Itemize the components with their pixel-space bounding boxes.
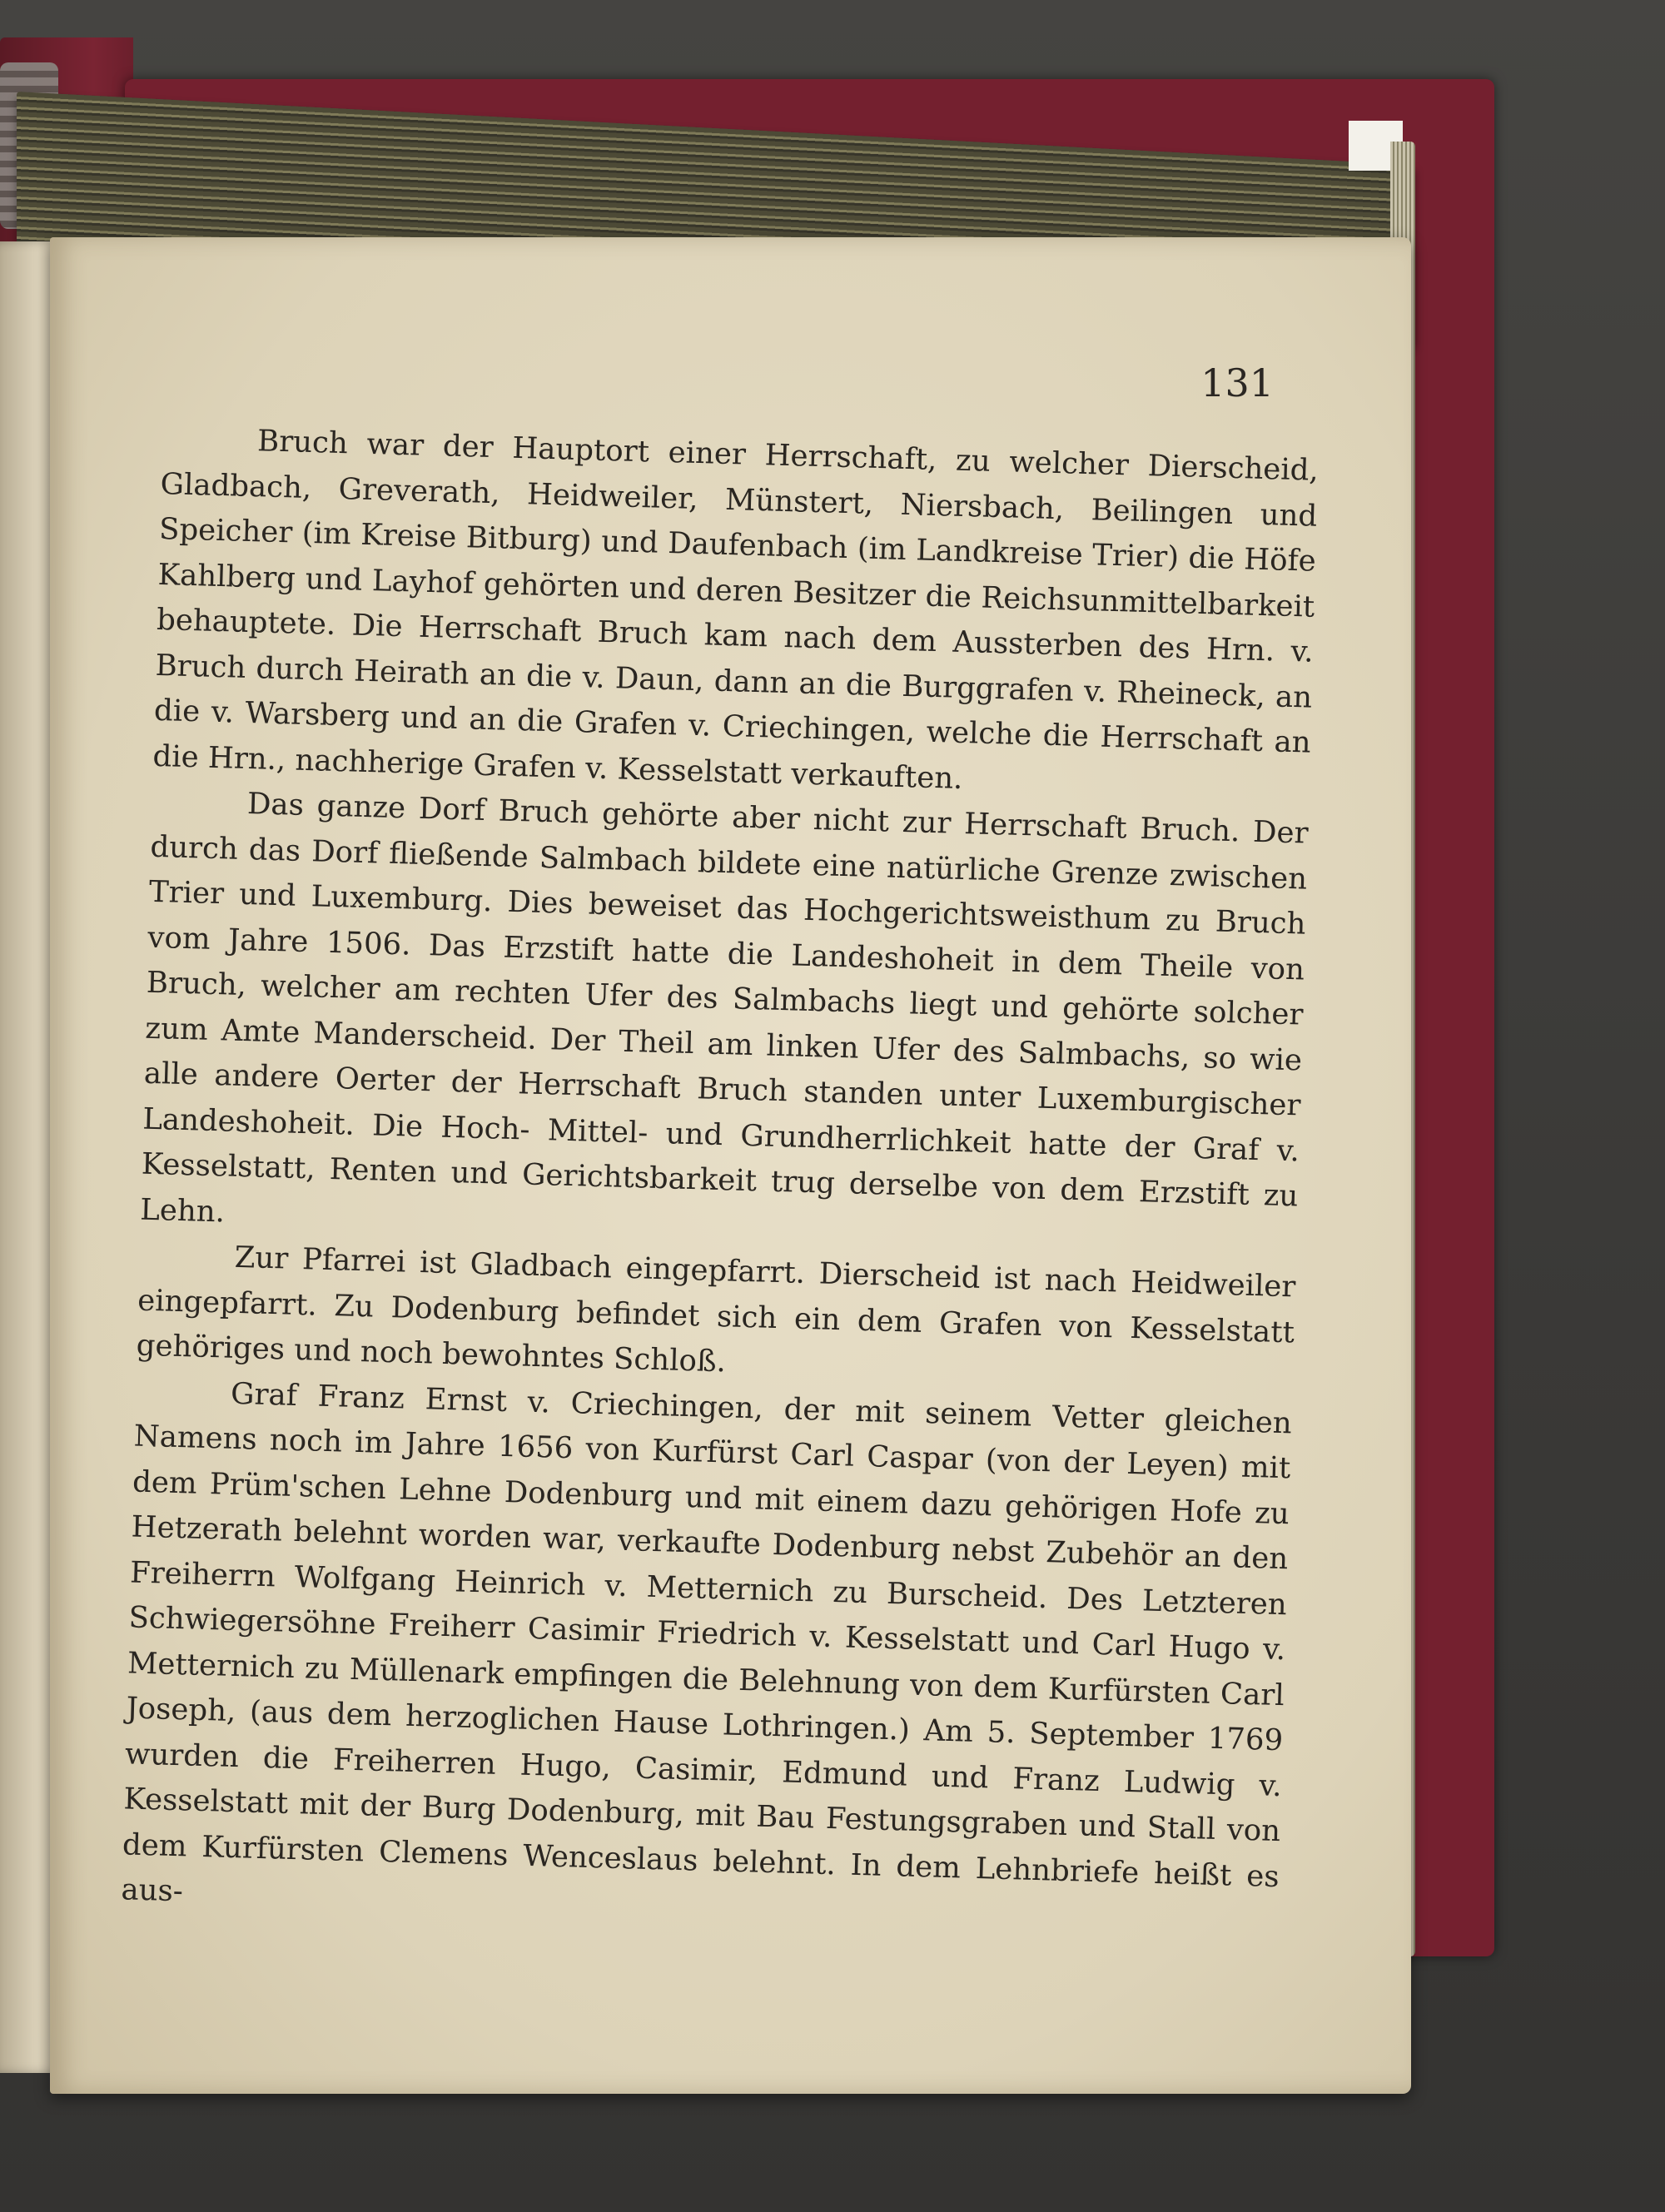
- page-number: 131: [1200, 360, 1274, 405]
- page-text: [121, 416, 1320, 1946]
- paragraph: Das ganze Dorf Bruch gehörte aber nicht zur Herrschaft Bruch. Der durch das Dorf fließende Salmbach bildete eine natürliche Grenze zwischen Trier und Luxemburg. Dies beweiset das Hochgerichtsweisthum zu Bruch vom Jahre 1506. Das Erzstift hatte die Landeshoheit in dem Theile von Bruch, welcher am rechten Ufer des Salmbachs liegt und gehörte solcher zum Amte Manderscheid. Der Theil am linken Ufer des Salmbachs, so wie alle andere Oerter der Herrschaft Bruch standen unter Luxemburgischer Landeshoheit. Die Hoch- Mittel- und Grundherrlichkeit hatte der Graf v. Kesselstatt, Renten und Gerichtsbarkeit trug derselbe von dem Erzstift zu Lehn.: [139, 787, 1310, 1229]
- paragraph: Bruch war der Hauptort einer Herrschaft, zu welcher Dierscheid, Gladbach, Greverath, Heidweiler, Münstert, Niersbach, Beilingen und Speicher (im Kreise Bitburg) und Daufenbach (im Landkreise Trier) die Höfe Kahlberg und Layhof gehörten und deren Besitzer die Reichsunmittelbarkeit behauptete. Die Herrschaft Bruch kam nach dem Aussterben des Hrn. v. Bruch durch Heirath an die v. Daun, dann an die Burggrafen v. Rheineck, an die v. Warsberg und an die Grafen v. Criechingen, welche die Herrschaft an die Hrn., nachherige Grafen v. Kesselstatt verkauften.: [152, 424, 1320, 796]
- paragraph: Graf Franz Ernst v. Criechingen, der mit seinem Vetter gleichen Namens noch im Jahre 1656 von Kurfürst Carl Caspar (von der Leyen) mit dem Prüm'schen Lehne Dodenburg und mit einem dazu gehörigen Hofe zu Hetzerath belehnt worden war, verkaufte Dodenburg nebst Zubehör an den Freiherrn Wolfgang Heinrich v. Metternich zu Burscheid. Des Letzteren Schwiegersöhne Freiherr Casimir Friedrich v. Kesselstatt und Carl Hugo v. Metternich zu Müllenark empfingen die Belehnung von dem Kurfürsten Carl Joseph, (aus dem herzoglichen Hause Lothringen.) Am 5. September 1769 wurden die Freiherren Hugo, Casimir, Edmund und Franz Ludwig v. Kesselstatt mit der Burg Dodenburg, mit Bau Festungsgraben und Stall von dem Kurfürsten Clemens Wenceslaus belehnt. In dem Lehnbriefe heißt es aus-: [120, 1376, 1293, 1909]
- book-page: [50, 237, 1411, 2094]
- paragraph: Zur Pfarrei ist Gladbach eingepfarrt. Dierscheid ist nach Heidweiler eingepfarrt. Zu Dodenburg befindet sich ein dem Grafen von Kesselstatt gehöriges und noch bewohntes Schloß.: [136, 1240, 1296, 1379]
